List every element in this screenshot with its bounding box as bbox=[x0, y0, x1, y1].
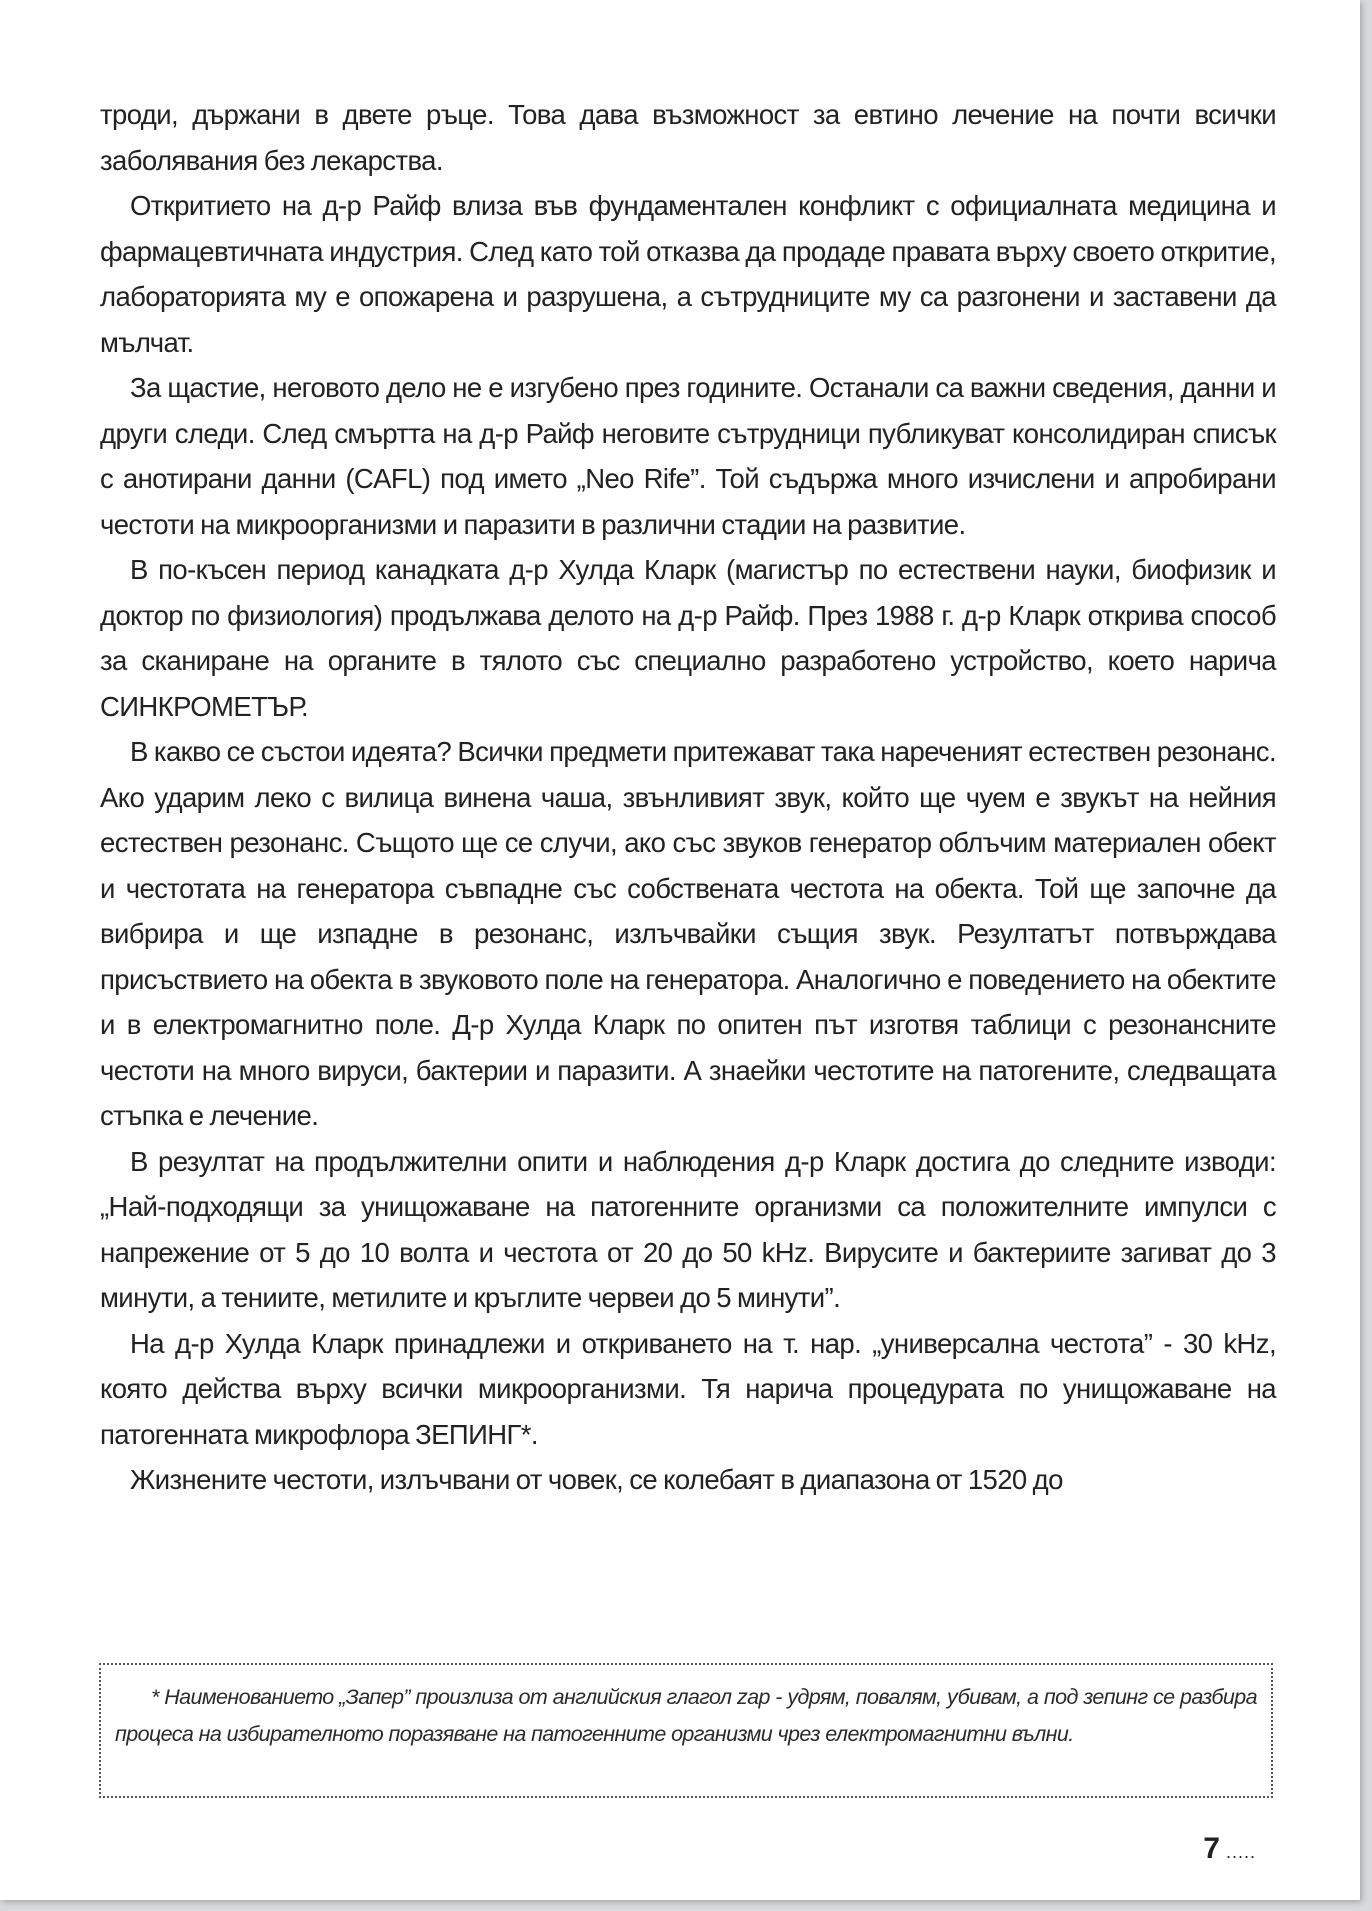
footnote-text: * Наименованието „Запер” произлиза от английския глагол zap - удрям, повалям, убивам, а под зепинг се разбира процеса на избирателното поразяване на патогенните организми чрез електромагнитни вълни. bbox=[115, 1685, 1257, 1746]
footnote-frame bbox=[99, 1663, 1273, 1798]
paragraph-7: На д-р Хулда Кларк принадлежи и откриването на т. нар. „универсална честота” - 30 kHz, която действа върху всички микроорганизми. Тя нарича процедурата по унищожаване на патогенната микрофлора ЗЕПИНГ*. bbox=[100, 1327, 1276, 1450]
paragraph-4: В по-късен период канадката д-р Хулда Кларк (магистър по естествени науки, биофизик и доктор по физиология) продължава делото на д-р Райф. През 1988 г. д-р Кларк открива способ за сканиране на органите в тялото със специално разработено устройство, което нарича СИНКРОМЕТЪР. bbox=[100, 554, 1276, 722]
paragraph-1: троди, държани в двете ръце. Това дава възможност за евтино лечение на почти всички заболявания без лекарства. bbox=[100, 99, 1276, 176]
paragraph-3: За щастие, неговото дело не е изгубено през годините. Останали са важни сведения, данни и други следи. След смъртта на д-р Райф неговите сътрудници публикуват консолидиран списък с анотирани данни (CAFL) под името „Neo Rife”. Той съдържа много изчислени и апробирани честоти на микроорганизми и паразити в различни стадии на развитие. bbox=[100, 372, 1276, 540]
paragraph-6: В резултат на продължителни опити и наблюдения д-р Кларк достига до следните изводи: „Най-подходящи за унищожаване на патогенните организми са положителните импулси с напрежение от 5 до 10 волта и честота от 20 до 50 kHz. Вирусите и бактериите загиват до 3 минути, а тениите, метилите и кръглите червеи до 5 минути”. bbox=[100, 1145, 1276, 1313]
paragraph-8: Жизнените честоти, излъчвани от човек, се колебаят в диапазона от 1520 до bbox=[130, 1464, 1063, 1495]
paragraph-5: В какво се състои идеята? Всички предмети притежават така нареченият естествен резонанс. Ако ударим леко с вилица винена чаша, звънливият звук, който ще чуем е звукът на нейния естествен резонанс. Същото ще се случи, ако със звуков генератор облъчим материален обект и честотата на генератора съвпадне със собствената честота на обекта. Той ще започне да вибрира и ще изпадне в резонанс, излъчвайки същия звук. Резултатът потвърждава присъствието на обекта в звуковото поле на генератора. Аналогично е поведението на обектите и в електромагнитно поле. Д-р Хулда Кларк по опитен път изготвя таблици с резонансните честоти на много вируси, бактерии и паразити. А знаейки честотите на патогените, следващата стъпка е лечение. bbox=[100, 736, 1276, 1131]
body-text bbox=[100, 92, 1276, 1503]
page-number: 7 bbox=[1203, 1832, 1220, 1865]
paragraph-2: Откритието на д-р Райф влиза във фундаментален конфликт с официалната медицина и фармацевтичната индустрия. След като той отказва да продаде правата върху своето откритие, лабораторията му е опожарена и разрушена, а сътрудниците му са разгонени и заставени да мълчат. bbox=[100, 190, 1276, 358]
page-footer bbox=[1203, 1832, 1256, 1866]
page-number-dots: ..... bbox=[1225, 1842, 1256, 1862]
